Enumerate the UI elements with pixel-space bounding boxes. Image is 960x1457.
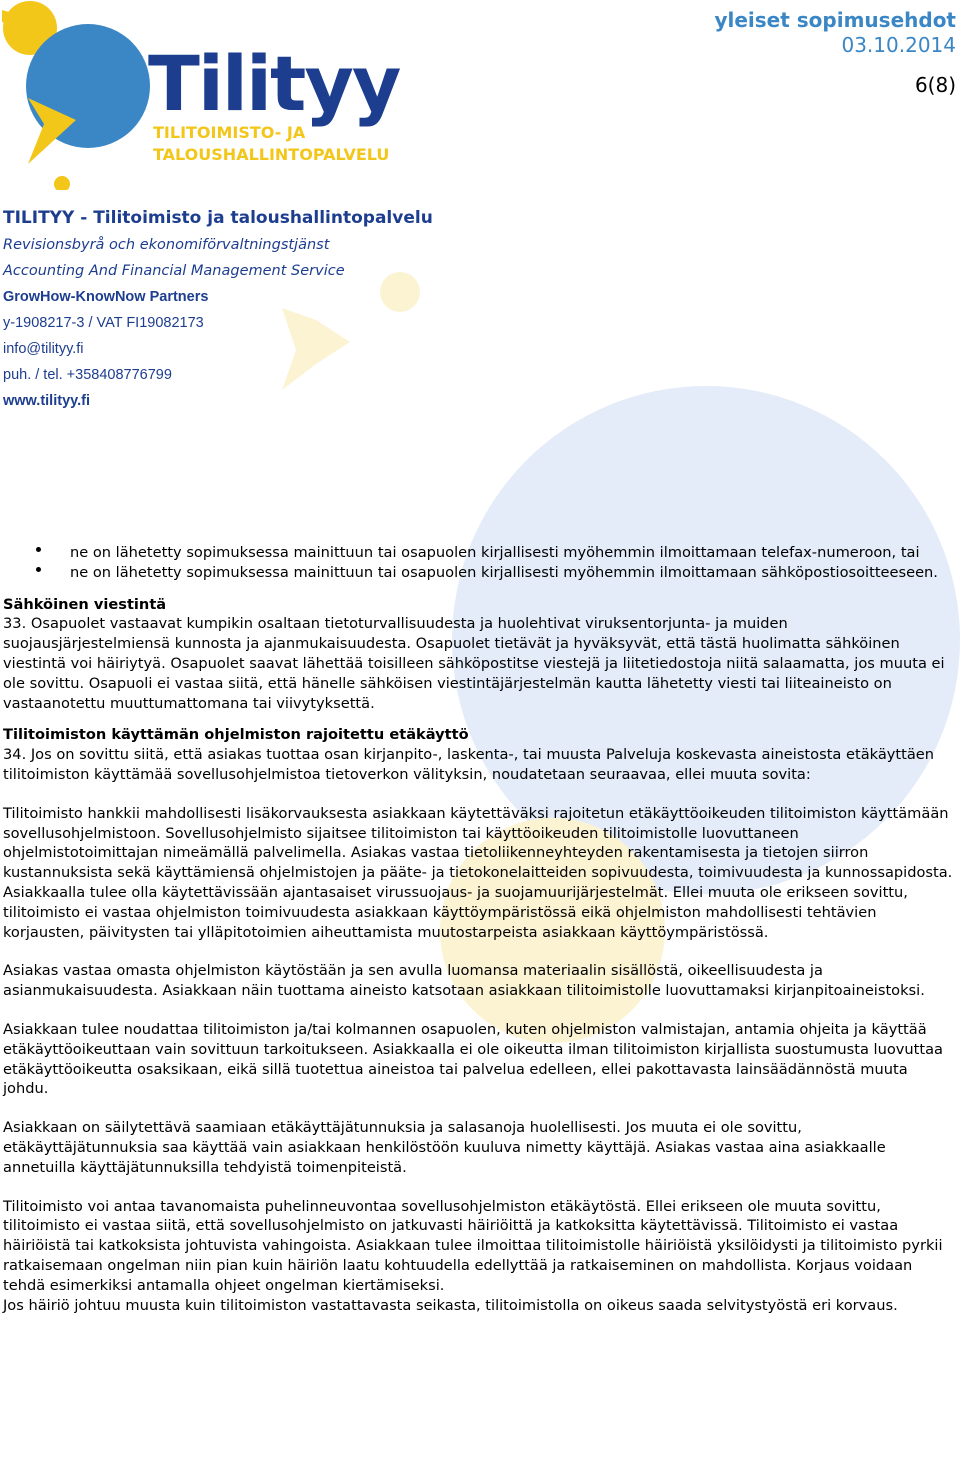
paragraph: Asiakkaan tulee noudattaa tilitoimiston ja/tai kolmannen osapuolen, kuten ohjelmiston valmistajan, antamia ohjeita ja käyttää etäkäyttöoikeuttaan vain sovittuun tarkoitukseen. Asiakkaalla ei ole oikeutta ilman tilitoimiston kirjallista suostumusta luovuttaa etäkäyttöoikeutta osaksikaan, eikä sillä tuotettua aineistoa tai palvelua edelleen, ellei pakottavasta lainsäädännöstä muuta johdu. xyxy=(3,1020,943,1098)
company-name: TILITYY - Tilitoimisto ja taloushallintopalvelu xyxy=(3,208,433,228)
paragraph: Jos häiriö johtuu muusta kuin tilitoimiston vastattavasta seikasta, tilitoimistolla on oikeus saada selvitystyöstä eri korvaus. xyxy=(3,1296,898,1314)
company-vat: y-1908217-3 / VAT FI19082173 xyxy=(3,315,204,331)
bullet-item: ne on lähetetty sopimuksessa mainittuun tai osapuolen kirjallisesti myöhemmin ilmoittamaan telefax-numeroon, tai xyxy=(3,543,955,563)
company-subtitle-en: Accounting And Financial Management Service xyxy=(3,263,345,279)
document-header xyxy=(714,8,956,98)
bullet-item: ne on lähetetty sopimuksessa mainittuun tai osapuolen kirjallisesti myöhemmin ilmoittamaan sähköpostiosoitteeseen. xyxy=(3,563,955,583)
logo-tagline-2: TALOUSHALLINTOPALVELU xyxy=(153,145,390,164)
page-number: 6(8) xyxy=(914,73,956,97)
company-partners: GrowHow-KnowNow Partners xyxy=(3,289,209,305)
section-34-heading: Tilitoimiston käyttämän ohjelmiston rajoitettu etäkäyttö xyxy=(3,726,469,744)
section-33-text: 33. Osapuolet vastaavat kumpikin osaltaan tietoturvallisuudesta ja huolehtivat viruksentorjunta- ja muiden suojausjärjestelmiensä kunnosta ja ajanmukaisuudesta. Osapuolet tietävät ja hyväksyvät, että tästä huolimatta sähköinen viestintä voi häiriytyä. Osapuolet saavat lähettää toisilleen sähköpostitse viestejä ja liitetiedostoja niitä salaamatta, jos muuta ei ole sovittu. Osapuoli ei vastaa siitä, että hänelle sähköisen viestintäjärjestelmän kautta lähetetty viesti tai liiteaineisto on vastaanotettu muuttumattomana tai viivytyksettä. xyxy=(3,615,945,712)
section-33-heading: Sähköinen viestintä xyxy=(3,595,167,613)
document-title: yleiset sopimusehdot xyxy=(714,8,956,32)
logo-wordmark: Tilityy xyxy=(148,39,400,128)
document-body xyxy=(3,543,955,1315)
paragraph: Asiakas vastaa omasta ohjelmiston käytöstään ja sen avulla luomansa materiaalin sisällöstä, oikeellisuudesta ja asianmukaisuudesta. Asiakkaan näin tuottama aineisto katsotaan asiakkaan tilitoimistolle luovuttamaksi kirjanpitoaineistoksi. xyxy=(3,962,925,1000)
paragraph: Tilitoimisto voi antaa tavanomaista puhelinneuvontaa sovellusohjelmiston etäkäytöstä. Ellei erikseen ole muuta sovittu, tilitoimisto ei vastaa siitä, että sovellusohjelmisto on jatkuvasti häiriöittä ja katkoksitta käytettävissä. Tilitoimisto ei vastaa häiriöistä tai katkoksista johtuvista vahingoista. Asiakkaan tulee ilmoittaa tilitoimistolle häiriöistä yksilöidysti ja tilitoimisto pyrkii ratkaisemaan ongelman niin pian kuin häiriön laatu kohtuudella edellyttää ja ratkaiseminen on mahdollista. Korjaus voidaan tehdä esimerkiksi antamalla ohjeet ongelman kiertämiseksi. xyxy=(3,1197,943,1294)
bullet-list xyxy=(3,543,955,583)
company-subtitle-sv: Revisionsbyrå och ekonomiförvaltningstjänst xyxy=(3,237,330,253)
logo-tagline-1: TILITOIMISTO- JA xyxy=(153,123,306,142)
company-phone: puh. / tel. +358408776799 xyxy=(3,367,172,383)
company-info xyxy=(3,204,433,414)
paragraph: Tilitoimisto hankkii mahdollisesti lisäkorvauksesta asiakkaan käytettäväksi rajoitetun etäkäyttöoikeuden tilitoimiston käyttämään sovellusohjelmistoon. Sovellusohjelmisto sijaitsee tilitoimiston tai käyttöoikeuden tilitoimistolle luovuttaneen ohjelmistotoimittajan nimeämällä palvelimella. Asiakas vastaa tietoliikenneyhteyden rakentamisesta ja tietojen siirron kustannuksista sekä käyttämiensä ohjelmistojen ja pääte- ja tietokonelaitteiden sopivuudesta, toimivuudesta ja kunnossapidosta. Asiakkaalla tulee olla käytettävissään ajantasaiset virussuojaus- ja suojamuurijärjestelmät. Ellei muuta ole erikseen sovittu, tilitoimisto ei vastaa ohjelmiston toimivuudesta asiakkaan käyttöympäristössä eikä ohjelmiston mahdollisesti tehtävien korjausten, päivitysten tai ylläpitotoimien aiheuttamista muutostarpeista asiakkaan käyttöympäristössä. xyxy=(3,804,953,941)
company-website[interactable]: www.tilityy.fi xyxy=(3,393,91,409)
company-email[interactable]: info@tilityy.fi xyxy=(3,341,84,357)
section-34-text: 34. Jos on sovittu siitä, että asiakas tuottaa osan kirjanpito-, laskenta-, tai muusta Palveluja koskevasta aineistosta etäkäyttäen tilitoimiston käyttämää sovellusohjelmistoa tietoverkon välityksin, noudatetaan seuraavaa, ellei muuta sovita: xyxy=(3,746,935,783)
logo xyxy=(0,0,440,190)
document-date: 03.10.2014 xyxy=(841,33,956,57)
paragraph: Asiakkaan on säilytettävä saamiaan etäkäyttäjätunnuksia ja salasanoja huolellisesti. Jos muuta ei ole sovittu, etäkäyttäjätunnuksia saa käyttää vain asiakkaan henkilöstöön kuuluva nimetty käyttäjä. Asiakas vastaa aina asiakkaalle annetuilla käyttäjätunnuksilla tehdyistä toimenpiteistä. xyxy=(3,1119,886,1176)
